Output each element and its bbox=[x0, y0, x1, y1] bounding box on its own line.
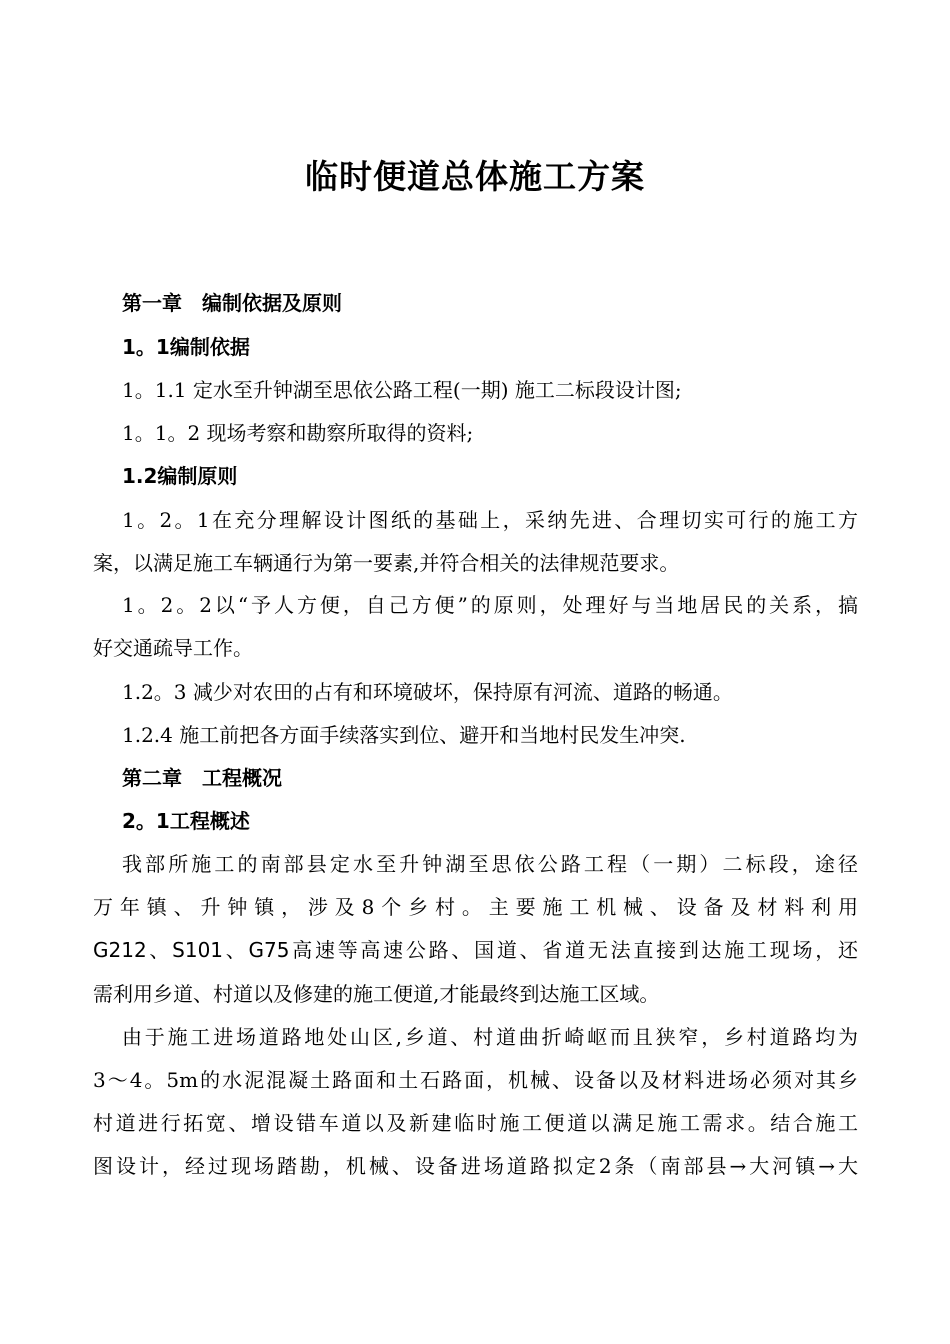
chapter-1-title: 编制依据及原则 bbox=[202, 291, 342, 315]
paragraph-1-line-2: 万年镇、升钟镇，涉及8个乡村。主要施工机械、设备及材料利用 bbox=[93, 895, 858, 919]
section-1-2-1-line-2: 案，以满足施工车辆通行为第一要素,并符合相关的法律规范要求。 bbox=[93, 551, 680, 575]
chapter-1-heading bbox=[122, 288, 342, 318]
chapter-2-heading bbox=[122, 763, 282, 793]
section-1-2-4-text: 1.2.4 施工前把各方面手续落实到位、避开和当地村民发生冲突. bbox=[122, 723, 686, 747]
paragraph-2-line-1: 由于施工进场道路地处山区,乡道、村道曲折崎岖而且狭窄，乡村道路均为 bbox=[122, 1025, 858, 1049]
paragraph-2-line-4: 图设计，经过现场踏勘，机械、设备进场道路拟定2条（南部县→大河镇→大 bbox=[93, 1154, 858, 1178]
chapter-2-number: 第二章 bbox=[122, 766, 182, 790]
paragraph-1-line-3-rest: 高速等高速公路、国道、省道无法直接到达施工现场，还 bbox=[289, 938, 859, 962]
paragraph-1-line-3 bbox=[93, 935, 858, 965]
section-1-2-3-text: 1.2。3 减少对农田的占有和环境破坏，保持原有河流、道路的畅通。 bbox=[122, 680, 733, 704]
section-2-1-heading: 2。1工程概述 bbox=[122, 809, 250, 833]
section-1-1-2-text: 1。1。2 现场考察和勘察所取得的资料; bbox=[122, 421, 474, 445]
section-1-2-2-line-1: 1。2。2以“予人方便，自己方便”的原则，处理好与当地居民的关系，搞 bbox=[122, 593, 858, 617]
document-title: 临时便道总体施工方案 bbox=[305, 157, 645, 196]
paragraph-2-line-2: 3～4。5m的水泥混凝土路面和土石路面，机械、设备以及材料进场必须对其乡 bbox=[93, 1068, 858, 1092]
section-1-2-heading: 1.2编制原则 bbox=[122, 464, 238, 488]
paragraph-2-line-3: 村道进行拓宽、增设错车道以及新建临时施工便道以满足施工需求。结合施工 bbox=[93, 1111, 858, 1135]
section-1-1-heading: 1。1编制依据 bbox=[122, 335, 250, 359]
chapter-1-number: 第一章 bbox=[122, 291, 182, 315]
section-1-1-1-text: 1。1.1 定水至升钟湖至思依公路工程(一期) 施工二标段设计图; bbox=[122, 378, 682, 402]
paragraph-1-line-1: 我部所施工的南部县定水至升钟湖至思依公路工程（一期）二标段，途径 bbox=[122, 852, 858, 876]
section-1-2-2-line-2: 好交通疏导工作。 bbox=[93, 636, 253, 660]
section-1-2-1-line-1: 1。2。1在充分理解设计图纸的基础上，采纳先进、合理切实可行的施工方 bbox=[122, 508, 858, 532]
road-codes: G212、S101、G75 bbox=[93, 938, 290, 962]
paragraph-1-line-4: 需利用乡道、村道以及修建的施工便道,才能最终到达施工区域。 bbox=[93, 982, 660, 1006]
chapter-2-title: 工程概况 bbox=[202, 766, 282, 790]
